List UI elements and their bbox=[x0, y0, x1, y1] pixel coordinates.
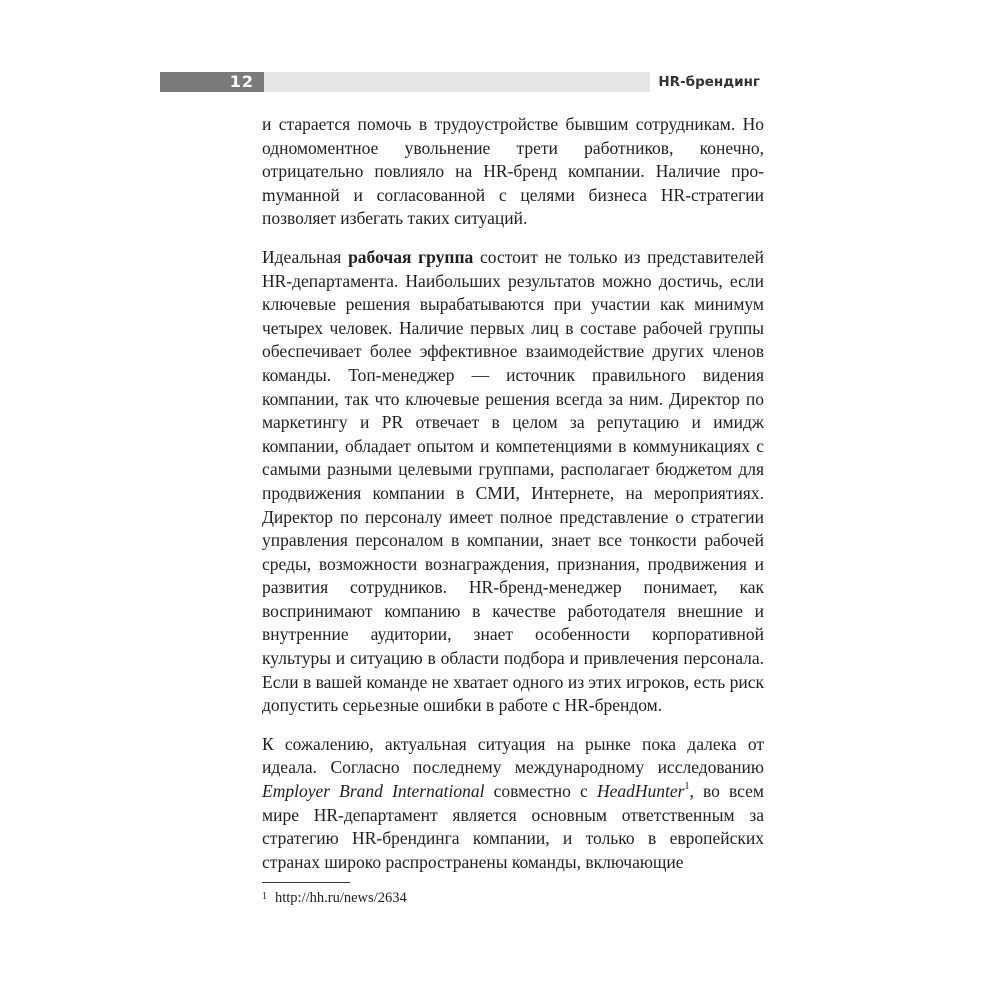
paragraph-3-part2: совместно с bbox=[484, 781, 597, 802]
term-working-group: рабочая группа bbox=[348, 246, 474, 267]
paragraph-2-body: состоит не только из представителей HR-департамента. Наибольших результатов можно достичь, если ключевые решения вырабатываются при участии как минимум четырех человек. Наличие первых лиц в составе рабочей группы обеспечивает более эффективное взаимодействие других членов команды. Топ-менеджер — источник правильного видения компании, так что ключевые решения всегда за ним. Директор по маркетингу и PR отвечает в целом за репутацию и имидж компании, обладает опытом и компетенциями в коммуникациях с самыми разными целевыми группами, располагает бюджетом для продвижения компании в СМИ, Интернете, на мероприятиях. Директор по персоналу имеет полное представление о стратегии управления персоналом в компании, знает все тонкости рабочей среды, возможности вознаграждения, признания, продвижения и развития сотрудников. HR-бренд-менеджер понимает, как воспринимают компанию в качестве работодателя внешние и внутренние аудитории, знает особенности корпоративной культуры и ситуацию в области подбора и привлечения персонала. Если в вашей команде не хватает одного из этих игроков, есть риск допустить серьезные ошибки в работе с HR-брендом. bbox=[262, 246, 765, 716]
source-headhunter: HeadHunter bbox=[596, 781, 685, 802]
footnote-mark: 1 bbox=[262, 891, 267, 902]
paragraph-3-part1: К сожалению, актуальная ситуация на рынке пока далека от идеала. Согласно последнему международному исследованию bbox=[262, 733, 764, 778]
page-number: 12 bbox=[229, 72, 254, 91]
footnote bbox=[262, 889, 764, 907]
footnote-reference[interactable]: 1 bbox=[684, 781, 690, 793]
source-employer-brand-international: Employer Brand International bbox=[262, 781, 485, 802]
paragraph-1: и старается помочь в трудоустройстве бывшим сотрудникам. Но одномоментное увольнение трети работников, конечно, отрицательно повлияло на HR-бренд компании. Наличие проmуманной и согласованной с целями бизнеса HR-стратегии позволяет избегать таких ситуаций. bbox=[262, 114, 764, 229]
paragraph-3 bbox=[262, 733, 764, 875]
paragraph-3-part3: , во всем мире HR-департамент является основным ответственным за стратегию HR-брендинга компании, и только в европейских странах широко распространены команды, включающие bbox=[262, 781, 764, 872]
paragraph-2 bbox=[262, 246, 764, 718]
paragraph-2-lead: Идеальная bbox=[262, 246, 349, 267]
running-title: HR-брендинг bbox=[650, 72, 760, 92]
footnote-link[interactable]: http://hh.ru/news/2634 bbox=[275, 890, 407, 906]
footnote-divider bbox=[262, 882, 350, 883]
running-header bbox=[160, 72, 764, 92]
body-text bbox=[262, 113, 764, 889]
